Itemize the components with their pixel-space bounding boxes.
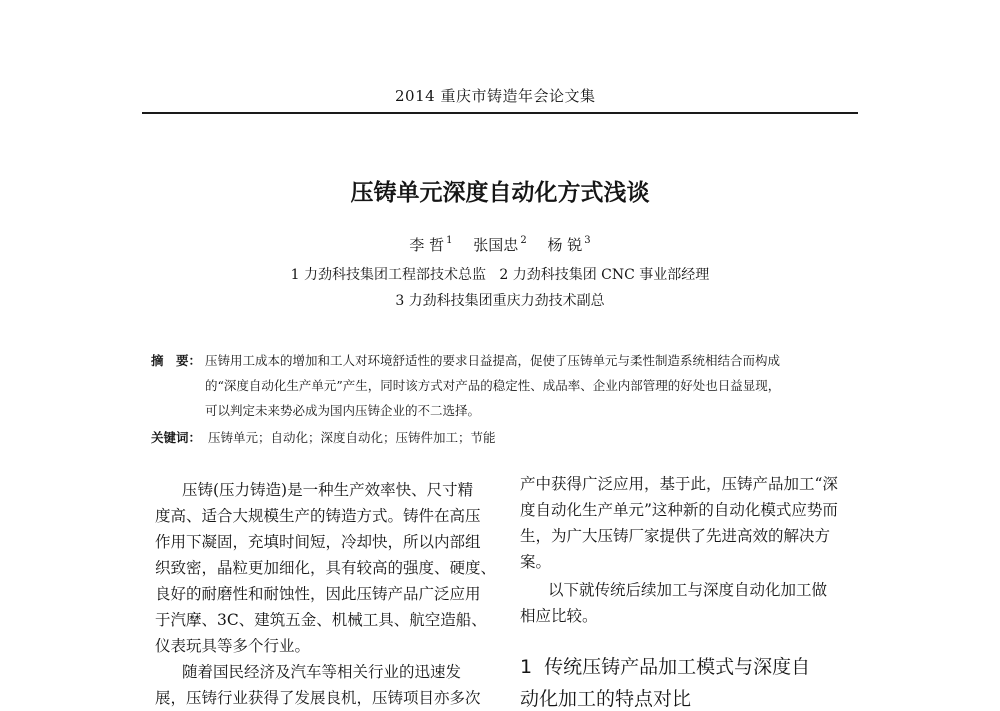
body-line-left: 度高、适合大规模生产的铸造方式。铸件在高压 <box>155 507 481 525</box>
author-name: 李 哲 <box>409 236 445 254</box>
body-line-left: 仪表玩具等多个行业。 <box>155 637 311 655</box>
abstract-line: 可以判定未来势必成为国内压铸企业的不二选择。 <box>205 403 481 418</box>
body-line-right: 度自动化生产单元”这种新的自动化模式应势而 <box>520 501 838 519</box>
body-line-left: 织致密，晶粒更加细化，具有较高的强度、硬度、 <box>155 559 497 577</box>
author-2 <box>473 236 526 254</box>
author-list <box>0 234 1000 255</box>
keywords-label: 关键词： <box>151 430 202 445</box>
body-line-left: 展，压铸行业获得了发展良机，压铸项目亦多次 <box>155 689 481 707</box>
affiliation-line: 3 力劲科技集团重庆力劲技术副总 <box>395 293 605 309</box>
author-superscript: 3 <box>584 235 591 246</box>
running-header: 2014 重庆市铸造年会论文集 <box>395 87 596 105</box>
body-line-left: 作用下凝固，充填时间短，冷却快，所以内部组 <box>155 533 481 551</box>
affiliation-line: 1 力劲科技集团工程部技术总监 2 力劲科技集团 CNC 事业部经理 <box>290 267 710 283</box>
keywords-text: 压铸单元；自动化；深度自动化；压铸件加工；节能 <box>208 430 496 445</box>
author-name: 杨 锐 <box>547 236 583 254</box>
body-line-right: 以下就传统后续加工与深度自动化加工做 <box>548 581 828 599</box>
header-rule <box>142 112 858 114</box>
body-line-left: 于汽摩、3C、建筑五金、机械工具、航空造船、 <box>155 611 487 629</box>
section-heading: 动化加工的特点对比 <box>520 688 692 710</box>
body-line-right: 相应比较。 <box>520 607 598 625</box>
abstract-label: 摘 要： <box>151 353 202 368</box>
body-line-right: 案。 <box>520 553 552 571</box>
abstract-line: 的“深度自动化生产单元”产生，同时该方式对产品的稳定性、成品率、企业内部管理的好处也日益显现， <box>205 378 781 393</box>
body-line-left: 良好的耐磨性和耐蚀性，因此压铸产品广泛应用 <box>155 585 481 603</box>
author-superscript: 1 <box>446 235 453 246</box>
author-3 <box>547 236 590 254</box>
section-heading: 1 传统压铸产品加工模式与深度自 <box>520 656 811 678</box>
author-superscript: 2 <box>520 235 527 246</box>
body-line-left: 压铸(压力铸造)是一种生产效率快、尺寸精 <box>182 481 474 499</box>
paper-title: 压铸单元深度自动化方式浅谈 <box>350 180 650 206</box>
abstract-line: 压铸用工成本的增加和工人对环境舒适性的要求日益提高，促使了压铸单元与柔性制造系统相结合而构成 <box>205 353 781 368</box>
author-name: 张国忠 <box>473 236 519 254</box>
body-line-left: 随着国民经济及汽车等相关行业的迅速发 <box>182 663 462 681</box>
body-line-right: 产中获得广泛应用，基于此，压铸产品加工“深 <box>520 475 838 493</box>
author-1 <box>409 236 452 254</box>
body-line-right: 生，为广大压铸厂家提供了先进高效的解决方 <box>520 527 831 545</box>
